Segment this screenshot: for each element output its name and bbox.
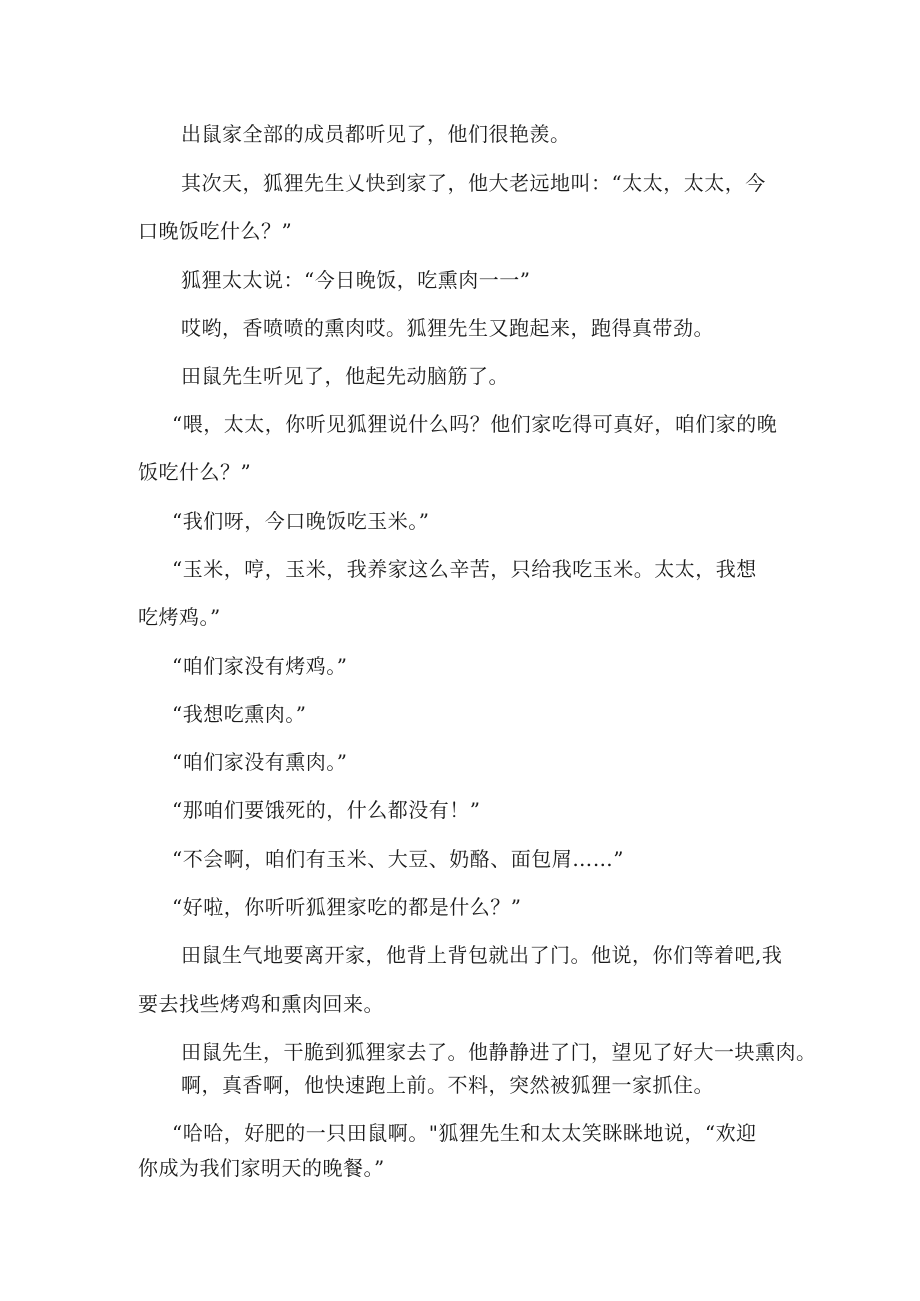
text-line: “哈哈，好肥的一只田鼠啊。"狐狸先生和太太笑眯眯地说，“欢迎 xyxy=(172,1121,757,1145)
text-line: “我们呀，今口晚饭吃玉米。” xyxy=(172,509,430,533)
text-line: “咱们家没有烤鸡。” xyxy=(172,654,348,678)
text-line: 狐狸太太说：“今日晚饭，吃熏肉一一” xyxy=(181,268,531,292)
text-line: 其次天，狐狸先生乂快到家了，他大老远地叫：“太太，太太，今 xyxy=(181,171,766,195)
text-line: “好啦，你听听狐狸家吃的都是什么？” xyxy=(172,895,522,919)
text-line: 口晚饭吃什么？” xyxy=(138,219,293,243)
text-line: “那咱们要饿死的，什么都没有！” xyxy=(172,798,481,822)
text-line: “不会啊，咱们有玉米、大豆、奶酪、面包屑……” xyxy=(172,847,624,871)
text-line: 田鼠生气地要离开家，他背上背包就出了门。他说，你们等着吧,我 xyxy=(181,943,783,967)
text-line: 你成为我们家明天的晚餐。” xyxy=(138,1156,385,1180)
text-line: “玉米，哼，玉米，我养家这么辛苦，只给我吃玉米。太太，我想 xyxy=(172,557,757,581)
text-line: 哎哟，香喷喷的熏肉哎。狐狸先生又跑起来，跑得真带劲。 xyxy=(181,316,714,340)
text-line: “喂，太太，你听见狐狸说什么吗？他们家吃得可真好，咱们家的晚 xyxy=(172,412,778,436)
text-line: “咱们家没有熏肉。” xyxy=(172,750,348,774)
text-line: 田鼠先生听见了，他起先动脑筋了。 xyxy=(181,364,509,388)
text-line: “我想吃熏肉。” xyxy=(172,702,307,726)
text-line: 吃烤鸡。” xyxy=(138,605,221,629)
text-line: 田鼠先生，干脆到狐狸家去了。他静静进了门，望见了好大一块熏肉。 xyxy=(181,1040,817,1064)
text-line: 饭吃什么？” xyxy=(138,460,252,484)
text-line: 要去找些烤鸡和熏肉回来。 xyxy=(138,992,384,1016)
text-line: 啊，真香啊，他快速跑上前。不料，突然被狐狸一家抓住。 xyxy=(181,1073,714,1097)
text-line: 出鼠家全部的成员都听见了，他们很艳羡。 xyxy=(181,122,571,146)
